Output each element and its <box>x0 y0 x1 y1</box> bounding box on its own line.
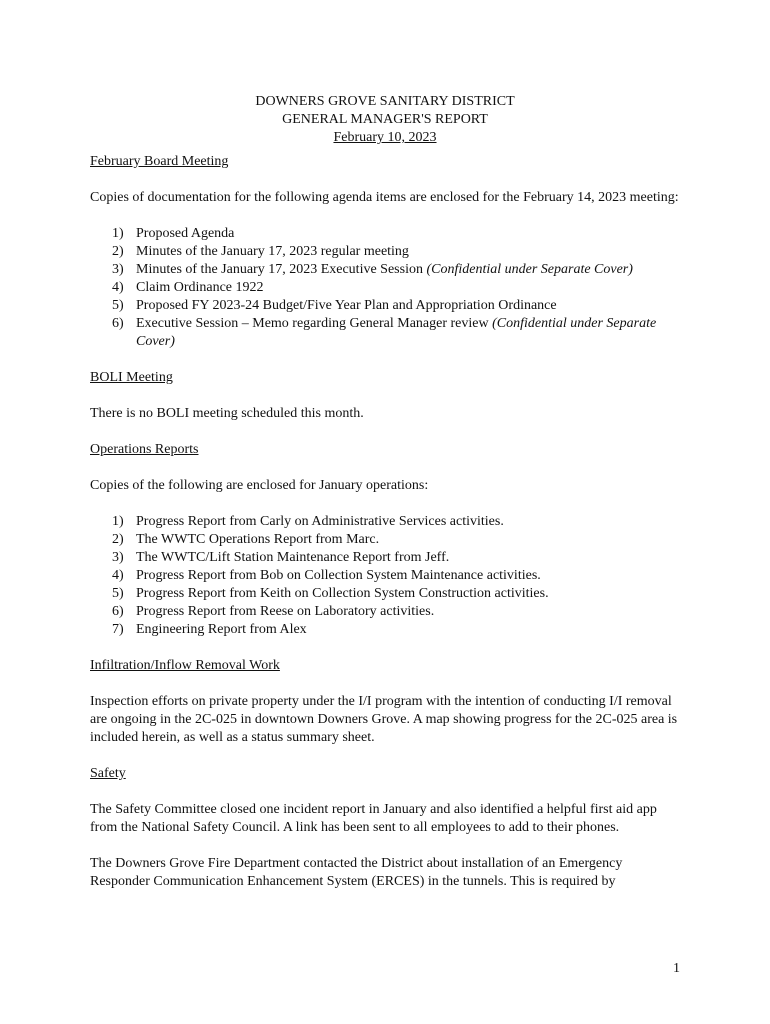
operations-item-text: The WWTC/Lift Station Maintenance Report from Jeff. <box>136 550 450 565</box>
list-number: 3) <box>112 262 124 277</box>
operations-item-text: Progress Report from Bob on Collection System Maintenance activities. <box>136 568 541 583</box>
infiltration-heading: Infiltration/Inflow Removal Work <box>90 658 280 673</box>
operations-item-text: Progress Report from Carly on Administrative Services activities. <box>136 514 504 529</box>
operations-item <box>90 567 682 585</box>
report-title: GENERAL MANAGER'S REPORT <box>282 112 488 127</box>
board-meeting-heading: February Board Meeting <box>90 154 229 169</box>
operations-item <box>90 603 682 621</box>
safety-text-2: The Downers Grove Fire Department contacted the District about installation of an Emergency Responder Communication Enhancement System (ERCES) in the tunnels. This is required by <box>90 856 623 889</box>
operations-item-text: The WWTC Operations Report from Marc. <box>136 532 380 547</box>
agenda-item-note: (Confidential under Separate Cover) <box>136 316 657 349</box>
agenda-list <box>90 225 682 351</box>
agenda-item <box>90 225 682 243</box>
list-number: 6) <box>112 604 124 619</box>
agenda-item-text: Executive Session – Memo regarding General Manager review <box>136 316 493 331</box>
operations-item <box>90 513 682 531</box>
agenda-item-text: Claim Ordinance 1922 <box>136 280 264 295</box>
list-number: 1) <box>112 514 124 529</box>
list-number: 6) <box>112 316 124 331</box>
list-number: 1) <box>112 226 124 241</box>
list-number: 4) <box>112 280 124 295</box>
list-number: 5) <box>112 586 124 601</box>
agenda-item <box>90 243 682 261</box>
list-number: 3) <box>112 550 124 565</box>
operations-item-text: Engineering Report from Alex <box>136 622 307 637</box>
operations-intro: Copies of the following are enclosed for January operations: <box>90 478 429 493</box>
infiltration-text: Inspection efforts on private property under the I/I program with the intention of conducting I/I removal are ongoing in the 2C-025 in downtown Downers Grove. A map showing progress for the 2C-025 area is included herein, as well as a status summary sheet. <box>90 694 678 745</box>
report-date: February 10, 2023 <box>333 130 437 145</box>
organization-name: DOWNERS GROVE SANITARY DISTRICT <box>255 94 515 109</box>
safety-heading: Safety <box>90 766 126 781</box>
operations-item <box>90 621 682 639</box>
agenda-item <box>90 279 682 297</box>
boli-heading: BOLI Meeting <box>90 370 173 385</box>
operations-item-text: Progress Report from Reese on Laboratory activities. <box>136 604 435 619</box>
operations-item <box>90 585 682 603</box>
agenda-item-text: Proposed FY 2023-24 Budget/Five Year Plan and Appropriation Ordinance <box>136 298 557 313</box>
agenda-item <box>90 261 682 279</box>
page-number: 1 <box>673 961 680 976</box>
operations-list <box>90 513 682 639</box>
agenda-item <box>90 297 682 315</box>
board-meeting-intro: Copies of documentation for the following agenda items are enclosed for the February 14, 2023 meeting: <box>90 190 679 205</box>
operations-item <box>90 531 682 549</box>
operations-item <box>90 549 682 567</box>
agenda-item <box>90 315 682 351</box>
agenda-item-note: (Confidential under Separate Cover) <box>426 262 633 277</box>
agenda-item-text: Minutes of the January 17, 2023 Executive Session <box>136 262 427 277</box>
report-body <box>90 153 682 891</box>
operations-heading: Operations Reports <box>90 442 199 457</box>
list-number: 2) <box>112 244 124 259</box>
list-number: 4) <box>112 568 124 583</box>
report-header <box>0 93 770 147</box>
list-number: 5) <box>112 298 124 313</box>
list-number: 2) <box>112 532 124 547</box>
list-number: 7) <box>112 622 124 637</box>
safety-text-1: The Safety Committee closed one incident report in January and also identified a helpful first aid app from the National Safety Council. A link has been sent to all employees to add to their phones. <box>90 802 657 835</box>
boli-text: There is no BOLI meeting scheduled this month. <box>90 406 364 421</box>
agenda-item-text: Minutes of the January 17, 2023 regular meeting <box>136 244 409 259</box>
operations-item-text: Progress Report from Keith on Collection System Construction activities. <box>136 586 549 601</box>
agenda-item-text: Proposed Agenda <box>136 226 235 241</box>
